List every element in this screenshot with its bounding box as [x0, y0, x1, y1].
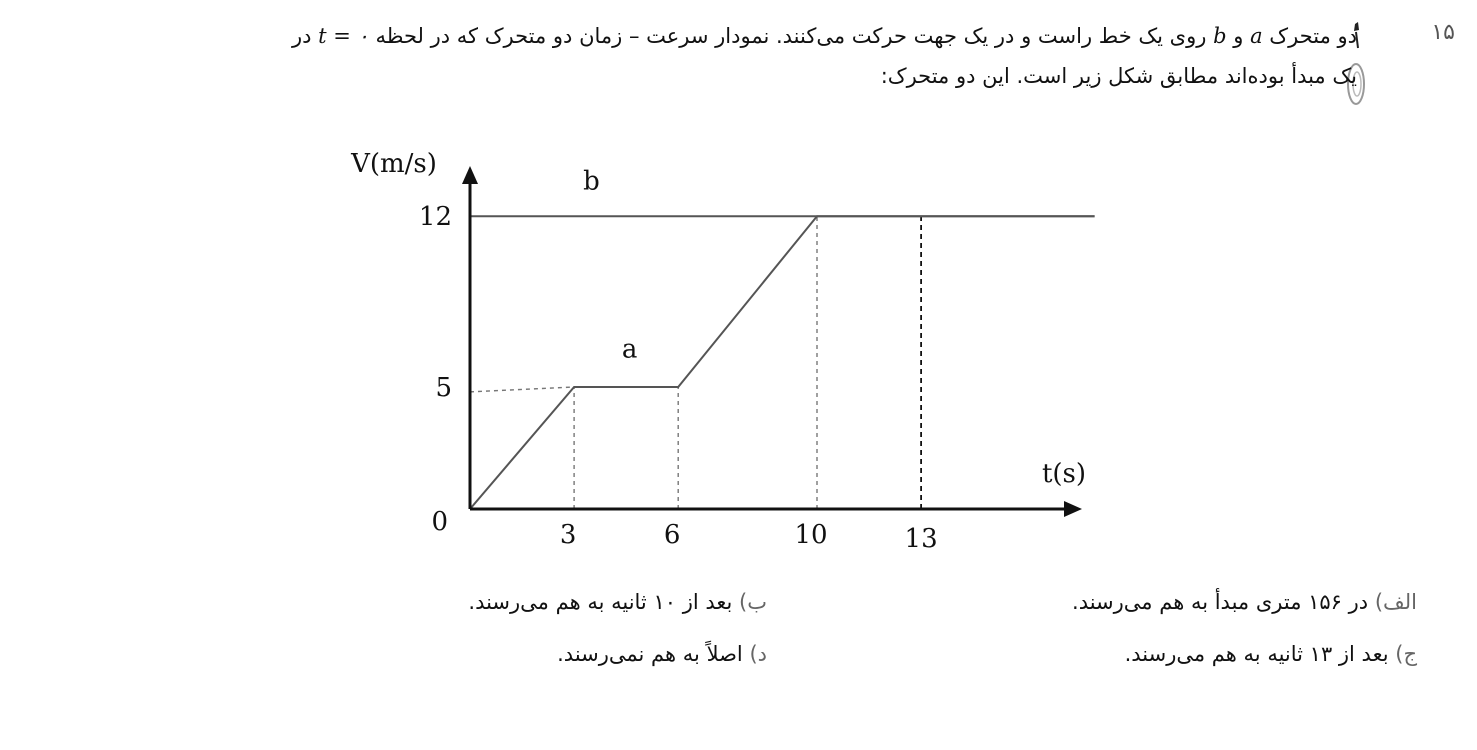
variable-a: a: [1250, 24, 1263, 48]
option-be-letter: ب): [739, 590, 767, 614]
option-be-text: بعد از ۱۰ ثانیه به هم می‌رسند.: [468, 590, 733, 614]
x-tick-label-13: 13: [904, 524, 938, 554]
option-dal-letter: د): [749, 642, 767, 666]
option-alef-letter: الف): [1374, 590, 1417, 614]
x-tick-label-6: 6: [663, 520, 681, 550]
question-text-part-1: دو متحرک: [1269, 24, 1357, 48]
x-tick-label-3: 3: [559, 520, 577, 550]
x-tick-label-10: 10: [794, 520, 828, 550]
question-text-part-3: روی یک خط راست و در یک جهت حرکت می‌کنند. نمودار سرعت – زمان دو متحرک که در لحظه: [375, 24, 1207, 48]
option-jim[interactable]: [1125, 642, 1417, 666]
option-alef[interactable]: [1072, 590, 1417, 614]
series-label-a: a: [621, 334, 638, 365]
time-expression: t = ۰: [318, 24, 369, 48]
series-label-b: b: [583, 166, 600, 197]
y-tick-label-12: 12: [418, 202, 452, 233]
question-line-2: یک مبدأ بوده‌اند مطابق شکل زیر است. این دو متحرک:: [880, 64, 1357, 88]
variable-b: b: [1213, 24, 1227, 48]
option-dal[interactable]: [557, 642, 767, 666]
option-be[interactable]: [468, 590, 767, 614]
x-axis-label: t(s): [1041, 459, 1087, 489]
y-axis-label: V(m/s): [351, 149, 437, 179]
option-dal-text: اصلاً به هم نمی‌رسند.: [557, 642, 743, 666]
option-jim-text: بعد از ۱۳ ثانیه به هم می‌رسند.: [1124, 642, 1389, 666]
question-text-part-2: و: [1233, 24, 1244, 48]
series-line-a: [470, 216, 1095, 509]
chart-layer: [350, 149, 1095, 554]
x-axis-arrow: [1064, 501, 1082, 517]
question-number: ۱۵: [1431, 20, 1455, 45]
y-tick-label-5: 5: [435, 373, 452, 403]
option-jim-letter: ج): [1395, 642, 1417, 666]
option-alef-text: در ۱۵۶ متری مبدأ به هم می‌رسند.: [1072, 590, 1369, 614]
dashed-reference-v5: [470, 387, 574, 392]
question-text-part-4: در: [291, 24, 312, 48]
y-axis-arrow: [462, 166, 478, 184]
origin-label: 0: [431, 507, 448, 537]
